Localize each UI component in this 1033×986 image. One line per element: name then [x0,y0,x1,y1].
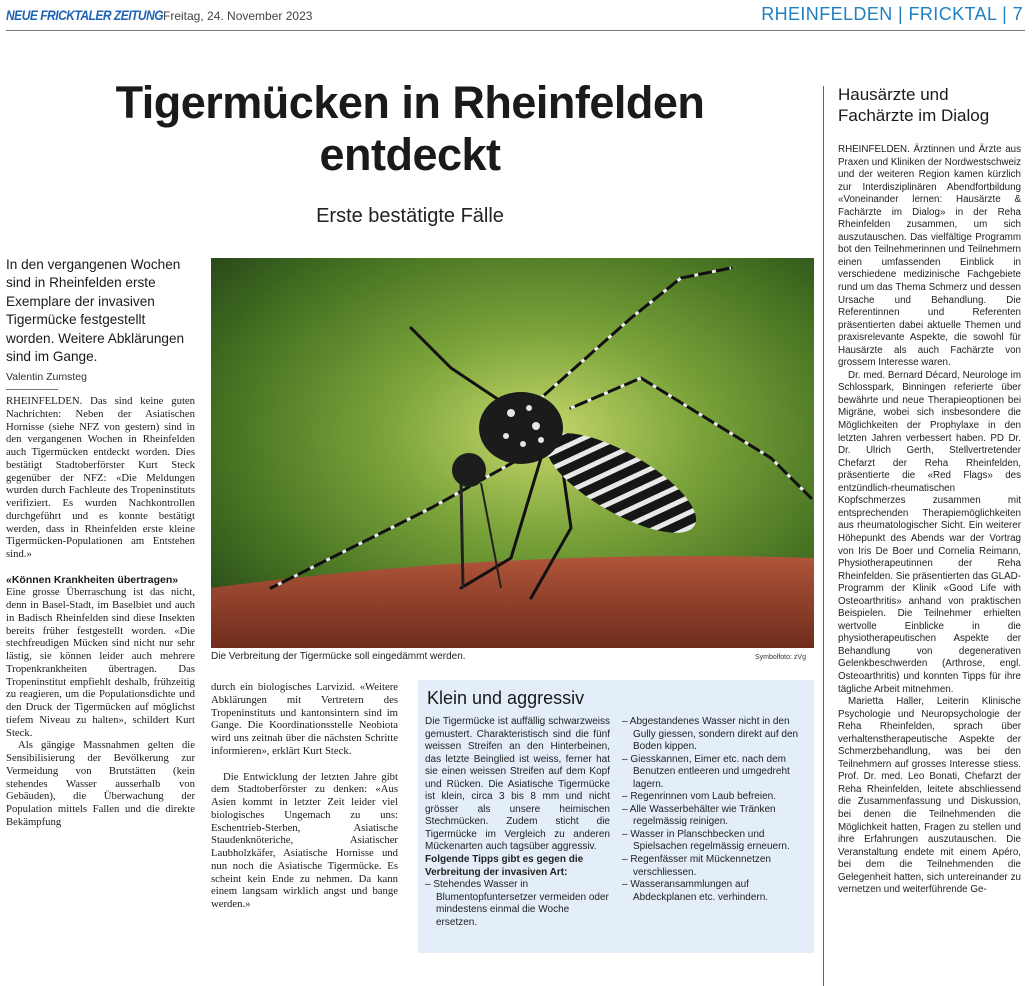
photo-credit: Symbolfoto: zVg [755,654,806,661]
info-box-title: Klein und aggressiv [427,688,585,708]
article-column-2 [211,681,398,911]
tip-item: – Wasseransammlungen auf Abdeckplanen etc. verhindern. [622,879,769,903]
header-divider [6,30,1025,31]
tips-heading: Folgende Tipps gibt es gegen die Verbreitung der invasiven Art: [425,854,584,878]
article-subhead: «Können Krankheiten übertragen» [6,573,179,586]
tip-item: – Alle Wasserbehälter wie Tränken regelmässig reinigen. [622,803,776,828]
tip-item: – Abgestandenes Wasser nicht in den Gully giessen, sondern direkt auf den Boden kippen. [622,716,799,753]
column-divider [823,86,824,986]
tip-item: – Giesskannen, Eimer etc. nach dem Benutzen entleeren und umgedreht lagern. [622,753,790,790]
dateline: RHEINFELDEN. [6,395,83,407]
tip-item: – Wasser in Planschbecken und Spielsachen regelmässig erneuern. [622,828,790,853]
info-box-column-1 [425,716,610,929]
section-label: RHEINFELDEN | FRICKTAL | 7 [761,4,1023,24]
photo-caption: Die Verbreitung der Tigermücke soll eingedämmt werden. [211,651,466,662]
body-paragraph: Dr. med. Bernard Décard, Neurologe im Schlosspark, Binningen referierte über bewährte und neue Therapieoptionen bei Migräne, wobei sich insbesondere die Möglichkeiten der Prophylaxe in den letzten Jahren verbessert haben. PD Dr. Dr. Ulrich Gerth, Stellvertretender Chefarzt der Reha Rheinfelden, präsentierte die «Red Flags» des entzündlich-rheumatischen Kopfschmerzes zusammen mit entsprechenden Therapiemöglichkeiten aus rheumatologischer Sicht. Ein weiterer Höhepunkt des Abends war der Vortrag von Iris De Boer und Cornelia Reimann, Physiotherapeutinnen der Reha Rheinfelden. Sie präsentierten das GLAD-Programm der Klinik «Good Life with Osteoarthritis» anhand von praktischen Beispielen. Die Teilnehmer erhielten wertvolle Einblicke in die physiotherapeutischen Aspekte der Behandlung von degenerativen Gelenkbeschwerden (Arthrose, engl. Osteoarthritis) und konnten Tipps für ihre tägliche Arbeit mitnehmen. [838,369,1021,695]
author-divider [6,389,58,390]
body-paragraph [6,395,195,561]
info-box-text: Die Tigermücke ist auffällig schwarzweiss gemustert. Charakteristisch sind die fünf weissen Streifen an den Hinterbeinen, das letzte Beinglied ist weiss, ferner hat sie einen weissen Streifen auf dem Kopf und Rücken. Die Asiatische Tigermücke ist klein, circa 3 bis 8 mm und nicht grösser als unsere heimischen Stechmücken. Zudem sticht die Tigermücke im Vergleich zu anderen Mückenarten auch tagsüber aggressiv. [425,716,610,853]
article-headline: Tigermücken in Rheinfelden entdeckt [115,77,705,180]
article-subheadline: Erste bestätigte Fälle [316,205,504,227]
info-box-column-2 [622,716,808,904]
tiger-mosquito-image [211,258,814,648]
sidebar-headline: Hausärzte und Fachärzte im Dialog [838,85,990,125]
sidebar-article-body [838,144,1021,897]
body-paragraph: durch ein biologisches Larvizid. «Weitere Abklärungen mit Vertretern des Tropeninstituts und kantonsintern sind im Gange. Die Koordinationsstelle Neobiota wird uns zeitnah über die nächsten Schritte informieren», erklärt Kurt Steck. [211,681,398,757]
body-paragraph: RHEINFELDEN. Ärztinnen und Ärzte aus Praxen und Kliniken der Nordwestschweiz und der weiteren Region kamen kürzlich zur Interdisziplinären Abendfortbildung «Voneinander lernen: Hausärzte & Fachärzte im Dialog» in der Reha Rheinfelden zusammen, um sich auszutauschen. Das vielfältige Programm bot den Teilnehmerinnen und Teilnehmern einen umfassenden Einblick in verschiedene medizinische Fachgebiete rund um das Thema Schmerz und dessen Ursache und Behandlung. Die Referentinnen und Referenten präsentierten dabei aktuelle Themen und praxisrelevante Aspekte, die sowohl für Hausärzte als auch Fachärzte von grossem Interesse waren. [838,144,1021,369]
article-column-1 [6,395,195,829]
mosquito-photo [211,258,814,648]
newspaper-logo: NEUE FRICKTALER ZEITUNG [6,7,164,23]
body-paragraph: Marietta Haller, Leiterin Klinische Psychologie und Neuropsychologie der Reha Rheinfelden, sprach über verhaltenstherapeutische Aspekte der Schmerzbehandlung, was bei den Teilnehmern auf grosses Interesse stiess. Prof. Dr. med. Leo Bonati, Chefarzt der Reha Rheinfelden, leitete abschliessend die Zusammenfassung und Diskussion, bei denen die Teilnehmenden die Möglichkeit hatten, Fragen zu stellen und ihre Erfahrungen auszutauschen. Die Veranstaltung endete mit einem Apéro, bei dem die Teilnehmenden die Gelegenheit hatten, sich untereinander zu vernetzen und weiterführende Ge- [838,696,1021,896]
tip-item: – Stehendes Wasser in Blumentopfuntersetzer vermeiden oder mindestens einmal die Woche ersetzen. [425,879,609,928]
tip-item: – Regenrinnen vom Laub befreien. [622,791,776,803]
body-paragraph: Die Entwicklung der letzten Jahre gibt dem Stadtoberförster zu denken: «Aus Asien kommt in letzter Zeit leider viel biologisches Ungemach zu uns: Eschentrieb-Sterben, Asiatische Staudenknöteriche, Asiatischer Laubholzkäfer, Asiatische Hornisse und nun noch die Asiatische Tigermücke. Es scheint kein Ende zu nehmen. Da kann einem langsam wirklich angst und bange werden.» [211,770,398,910]
body-text: Das sind keine guten Nachrichten: Neben der Asiatischen Hornisse (siehe NFZ von gestern) sind in den vergangenen Wochen in Rheinfelden auch Tigermücken entdeckt worden. Dies bestätigt Stadtoberförster Kurt Steck gegenüber der NFZ: «Die Meldungen wurden durch Fachleute des Tropeninstituts verifiziert. Es wurden Nachkontrollen durchgeführt und es konnte bestätigt werden, dass in Rheinfelden erste kleine Tigermücken-Populationen am Entstehen sind.» [6,395,195,560]
tip-item: – Regenfässer mit Mückennetzen verschliessen. [622,854,771,878]
body-paragraph: Als gängige Massnahmen gelten die Sensibilisierung der Bevölkerung zur Vermeidung von Brutstätten (kein stehendes Wasser ausserhalb von Gebäuden), die Überwachung der Population mittels Fallen und die direkte Bekämpfung [6,739,195,828]
issue-date: Freitag, 24. November 2023 [163,9,313,23]
article-lead: In den vergangenen Wochen sind in Rheinfelden erste Exemplare der invasiven Tigermücke festgestellt worden. Weitere Abklärungen sind im Gange. [6,257,185,365]
body-paragraph: Eine grosse Überraschung ist das nicht, denn in Basel-Stadt, im Baselbiet und auch in Badisch Rheinfelden sind diese Insekten bereits früher festgestellt worden. «Die stechfreudigen Mücken sind nicht nur sehr lästig, sie können leider auch mehrere Tropenkrankheiten übertragen. Das Tropeninstitut empfiehlt deshalb, frühzeitig zu reagieren, um die Populationsdichte und den Druck der Tigermücken auf möglichst tiefem Niveau zu halten», schildert Kurt Steck. [6,586,195,739]
article-author: Valentin Zumsteg [6,371,87,383]
